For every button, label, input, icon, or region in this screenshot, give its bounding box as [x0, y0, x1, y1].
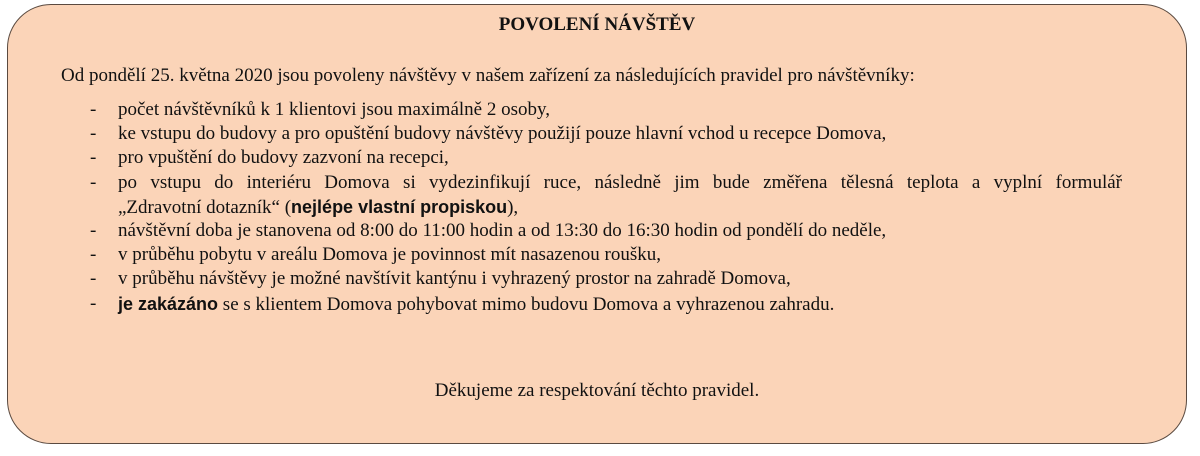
rule-item [8, 98, 1186, 122]
bullet-dash: - [90, 244, 97, 266]
rule-item [8, 171, 1186, 195]
rule-text: počet návštěvníků k 1 klientovi jsou maximálně 2 osoby, [118, 99, 551, 120]
bullet-dash: - [90, 147, 97, 169]
own-pen-emphasis: nejlépe vlastní propiskou [291, 196, 508, 217]
rule-continuation [8, 195, 1186, 219]
questionnaire-text: „Zdravotní dotazník“ ( [118, 196, 292, 218]
rule-continuation-text [118, 195, 518, 220]
bullet-dash: - [90, 292, 97, 314]
forbidden-emphasis: je zakázáno [118, 293, 219, 314]
rule-item [8, 122, 1186, 146]
rule-item [8, 267, 1186, 291]
bullet-dash: - [90, 123, 97, 145]
bullet-dash: - [90, 99, 97, 120]
rule-text: v průběhu pobytu v areálu Domova je povinnost mít nasazenou roušku, [118, 244, 661, 266]
rule-text: v průběhu návštěvy je možné navštívit kantýnu i vyhrazený prostor na zahradě Domova, [118, 268, 791, 290]
rule-text: po vstupu do interiéru Domova si vydezinfikují ruce, následně jim bude změřena tělesná teplota a vyplní formulář [118, 171, 1122, 193]
notice-title: POVOLENÍ NÁVŠTĚV [498, 14, 696, 35]
notice-box [7, 4, 1187, 444]
rule-text: pro vpuštění do budovy zazvoní na recepci, [118, 147, 449, 169]
thanks-note: Děkujeme za respektování těchto pravidel. [434, 380, 760, 401]
rule-text: návštěvní doba je stanovena od 8:00 do 11:00 hodin a od 13:30 do 16:30 hodin od pondělí do neděle, [118, 219, 887, 241]
rule-item [8, 219, 1186, 243]
rule-text: ke vstupu do budovy a pro opuštění budovy návštěvy použijí pouze hlavní vchod u recepce Domova, [118, 123, 887, 145]
bullet-dash: - [90, 268, 97, 290]
rules-list [8, 98, 1186, 316]
rule-item [8, 146, 1186, 170]
forbidden-rest: se s klientem Domova pohybovat mimo budovu Domova a vyhrazenou zahradu. [218, 293, 835, 315]
bullet-dash: - [90, 171, 97, 193]
rule-item [8, 292, 1186, 316]
notice-intro: Od pondělí 25. května 2020 jsou povoleny návštěvy v našem zařízení za následujících pravidel pro návštěvníky: [61, 65, 915, 86]
rule-text [118, 292, 834, 317]
bullet-dash: - [90, 219, 97, 241]
questionnaire-close: ), [507, 196, 519, 218]
rule-item [8, 243, 1186, 267]
